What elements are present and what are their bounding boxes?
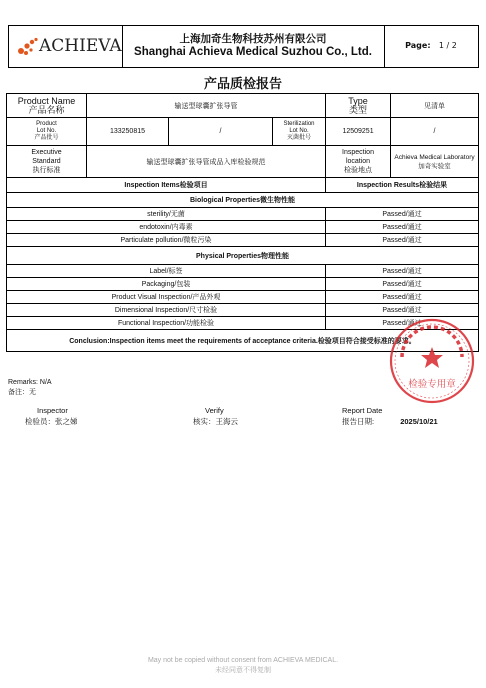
product-lot-label <box>7 118 87 146</box>
product-lot-label-en2: Lot No. <box>36 128 57 134</box>
table-row <box>7 278 479 291</box>
sterilization-lot-value: 12509251 <box>326 118 391 146</box>
inspection-result: Passed/通过 <box>326 208 479 221</box>
report-date-row <box>342 416 438 427</box>
inspection-location-label-cn: 检验地点 <box>344 167 373 174</box>
executive-standard-label <box>7 146 87 178</box>
verify-label-cn: 核实：王海云 <box>193 417 238 426</box>
verify-signature <box>193 405 238 427</box>
footer-notice-cn: 未经同意不得复制 <box>215 667 271 674</box>
sterilization-lot-slash: / <box>391 118 479 146</box>
product-lot-slash: / <box>169 118 273 146</box>
inspection-location-value-en: Achieva Medical Laboratory <box>394 153 475 161</box>
column-header-items: Inspection Items检验项目 <box>7 178 326 193</box>
table-row <box>7 304 479 317</box>
footer-notice <box>0 656 486 676</box>
inspection-result: Passed/通过 <box>326 278 479 291</box>
inspector-label-cn: 检验员：张之娣 <box>25 417 78 426</box>
inspection-item: sterility/无菌 <box>7 208 326 221</box>
inspection-item: Particulate pollution/微粒污染 <box>7 234 326 247</box>
inspection-result: Passed/通过 <box>326 221 479 234</box>
product-lot-label-cn: 产品批号 <box>34 135 59 141</box>
logo-cell <box>9 26 123 67</box>
product-name-value: 输送型球囊扩张导管 <box>87 94 326 118</box>
sterilization-lot-label-en1: Sterilization <box>283 121 315 127</box>
inspection-result: Passed/通过 <box>326 234 479 247</box>
inspection-result: Passed/通过 <box>326 291 479 304</box>
section-row-physical <box>7 247 479 265</box>
product-name-label-cn: 产品名称 <box>28 104 65 115</box>
company-name-cell <box>122 26 385 67</box>
inspection-result: Passed/通过 <box>326 304 479 317</box>
inspection-location-label-en1: Inspection <box>342 149 374 156</box>
verify-label-en: Verify <box>205 406 224 415</box>
page-label: Page: <box>405 41 431 50</box>
sterilization-lot-label-en2: Lot No. <box>289 128 309 134</box>
report-date-label-en: Report Date <box>342 406 383 415</box>
executive-standard-label-cn: 执行标准 <box>32 167 61 174</box>
inspector-label-en: Inspector <box>37 406 68 415</box>
executive-standard-label-en2: Standard <box>32 158 61 165</box>
page-number <box>384 41 478 50</box>
inspection-item: Packaging/包装 <box>7 278 326 291</box>
standard-row <box>7 146 479 178</box>
remarks-cn: 备注：无 <box>8 389 36 396</box>
logo-wordmark: ACHIEVA <box>39 36 122 56</box>
section-title: Biological Properties微生物性能 <box>7 193 479 208</box>
executive-standard-label-en1: Executive <box>31 149 62 156</box>
stamp-text: 检验专用章 <box>408 379 456 390</box>
page-value: 1 / 2 <box>438 41 457 50</box>
inspection-location-label <box>326 146 391 178</box>
report-date-value: 2025/10/21 <box>400 417 438 426</box>
column-header-row <box>7 178 479 193</box>
inspection-location-value-cn: 加奇实验室 <box>418 162 451 170</box>
inspection-item: Dimensional Inspection/尺寸检验 <box>7 304 326 317</box>
table-row <box>7 265 479 278</box>
type-label <box>326 94 391 118</box>
report-title: 产品质检报告 <box>203 77 282 92</box>
sterilization-lot-label <box>273 118 326 146</box>
table-row <box>7 234 479 247</box>
inspection-result: Passed/通过 <box>326 317 479 330</box>
inspection-location-label-en2: location <box>345 158 371 165</box>
footer-notice-en: May not be copied without consent from ACHIEVA MEDICAL. <box>147 657 339 664</box>
company-name-cn: 上海加奇生物科技苏州有限公司 <box>179 33 327 45</box>
type-label-cn: 类型 <box>349 104 368 115</box>
type-value: 见清单 <box>391 94 479 118</box>
inspection-item: Product Visual Inspection/产品外观 <box>7 291 326 304</box>
product-lot-value: 133250815 <box>87 118 169 146</box>
company-name-en: Shanghai Achieva Medical Suzhou Co., Ltd. <box>134 46 372 58</box>
column-header-results: Inspection Results检验结果 <box>326 178 479 193</box>
table-row <box>7 221 479 234</box>
inspection-location-value <box>391 146 479 178</box>
product-name-label <box>7 94 87 118</box>
sterilization-lot-label-cn: 灭菌批号 <box>287 135 312 141</box>
table-row <box>7 208 479 221</box>
inspection-item: Label/标签 <box>7 265 326 278</box>
inspector-signature <box>25 405 78 427</box>
report-date-label-cn: 报告日期: <box>342 417 375 426</box>
achieva-logo-icon <box>15 36 41 58</box>
product-name-row <box>7 94 479 118</box>
remarks <box>8 378 52 398</box>
type-label-en: Type <box>348 95 368 106</box>
product-lot-label-en1: Product <box>36 121 57 127</box>
lot-row <box>7 118 479 146</box>
page-number-cell <box>384 26 478 67</box>
inspection-item: endotoxin/内毒素 <box>7 221 326 234</box>
report-date-signature <box>342 405 438 427</box>
section-row-biological <box>7 193 479 208</box>
executive-standard-value: 输送型球囊扩张导管成品入库检验规范 <box>87 146 326 178</box>
inspection-item: Functional Inspection/功能检验 <box>7 317 326 330</box>
section-title: Physical Properties物理性能 <box>7 247 479 265</box>
inspection-result: Passed/通过 <box>326 265 479 278</box>
inspection-table <box>6 93 479 352</box>
table-row <box>7 291 479 304</box>
report-header <box>8 25 479 68</box>
conclusion-text: Conclusion:Inspection items meet the requirements of acceptance criteria.检验项目符合接受标准的要求。 <box>7 330 479 352</box>
inspection-stamp-icon <box>388 317 476 405</box>
product-name-label-en: Product Name <box>17 95 76 106</box>
remarks-en: Remarks: N/A <box>8 379 52 386</box>
